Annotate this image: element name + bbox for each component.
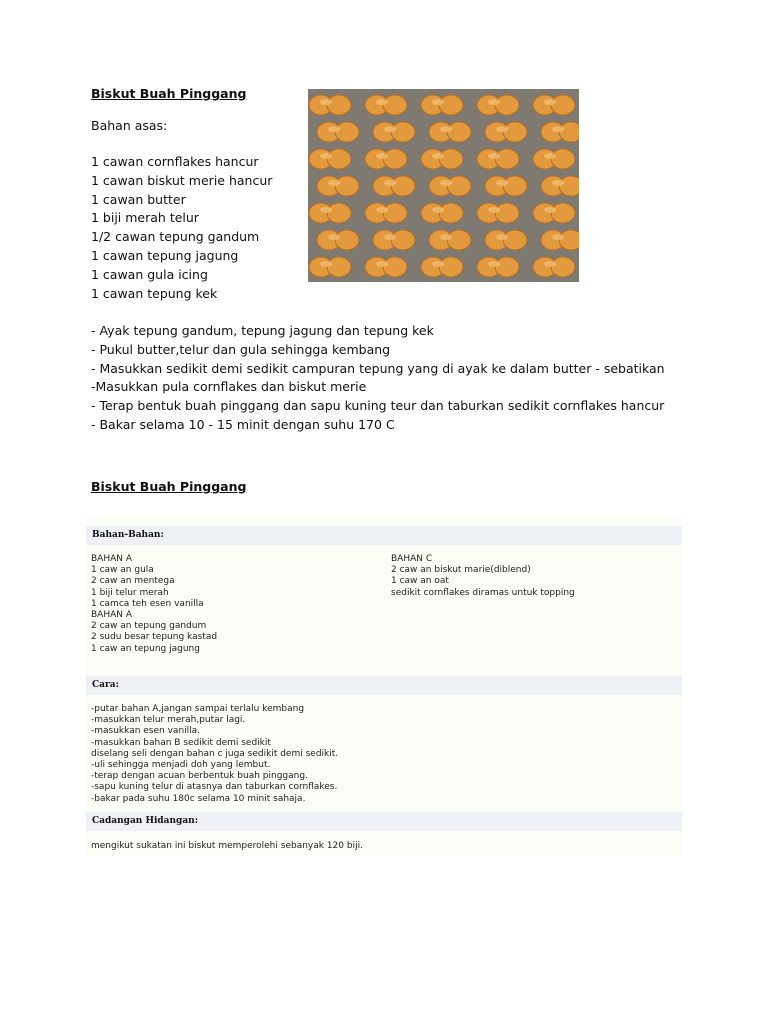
ingredient-item: 1 cawan butter	[91, 191, 186, 207]
step-item: - Terap bentuk buah pinggang dan sapu kuning teur dan taburkan sedikit cornflakes hancur	[91, 398, 665, 414]
step-item: - Ayak tepung gandum, tepung jagung dan tepung kek	[91, 323, 434, 338]
method-line: -putar bahan A,jangan sampai terlalu kembang	[91, 704, 305, 714]
cookie-shape	[533, 95, 575, 115]
method-line: -masukkan telur merah,putar lagi.	[91, 715, 246, 726]
recipe2-card	[86, 516, 682, 856]
cookie-shape	[309, 203, 351, 223]
ingredient-item: 1 cawan tepung jagung	[91, 247, 239, 263]
cookie-shape	[421, 203, 463, 223]
cookie-shape	[309, 257, 351, 277]
ingredient-line: BAHAN A	[91, 554, 133, 564]
cookie-tray-photo	[308, 89, 579, 282]
recipe1-title: Biskut Buah Pinggang	[91, 86, 247, 101]
ingredient-line: 1 camca teh esen vanilla	[91, 598, 204, 609]
ingredient-line: 2 caw an mentega	[91, 576, 175, 587]
cookie-shape	[373, 176, 415, 196]
cookie-shape	[317, 230, 359, 250]
cookie-shape	[485, 230, 527, 250]
ingredient-line: 1 caw an gula	[91, 565, 154, 576]
cookie-shape	[477, 257, 519, 277]
ingredient-line: BAHAN A	[91, 610, 133, 621]
serving-text: mengikut sukatan ini biskut memperolehi sebanyak 120 biji.	[91, 841, 363, 851]
method-line: diselang seli dengan bahan c juga sedikit demi sedikit.	[91, 748, 339, 759]
cookie-tray-image	[308, 89, 579, 282]
ingredient-line: sedikit cornflakes diramas untuk topping	[391, 587, 575, 598]
step-item: - Masukkan sedikit demi sedikit campuran tepung yang di ayak ke dalam butter - sebatikan	[91, 360, 665, 376]
cookie-shape	[485, 122, 527, 142]
cookie-shape	[533, 257, 575, 277]
cookie-shape	[485, 176, 527, 196]
method-line: -masukkan esen vanilla.	[91, 726, 201, 737]
ingredient-line: 1 caw an tepung jagung	[91, 643, 200, 654]
method-line: -bakar pada suhu 180c selama 10 minit sahaja.	[91, 793, 306, 804]
recipe1-step-list	[91, 322, 665, 435]
ingredient-line: 2 caw an biskut marie(diblend)	[391, 565, 531, 576]
ingredient-item: 1/2 cawan tepung gandum	[91, 229, 260, 245]
cookie-shape	[477, 203, 519, 223]
cookie-shape	[429, 230, 471, 250]
ingredient-line: 2 caw an tepung gandum	[91, 621, 207, 632]
cookie-shape	[429, 176, 471, 196]
cookie-shape	[317, 122, 359, 142]
cookie-shape	[541, 230, 579, 250]
step-item: - Bakar selama 10 - 15 minit dengan suhu 170 C	[91, 416, 395, 432]
step-item: - Pukul butter,telur dan gula sehingga kembang	[91, 341, 391, 357]
method-line: -masukkan bahan B sedikit demi sedikit	[91, 737, 271, 748]
cookie-shape	[477, 149, 519, 169]
method-heading: Cara:	[86, 676, 682, 695]
cookie-shape	[421, 95, 463, 115]
ingredient-item: 1 cawan gula icing	[91, 266, 208, 282]
ingredient-line: 1 biji telur merah	[91, 587, 169, 598]
ingredient-item: 1 cawan cornflakes hancur	[91, 154, 259, 169]
cookie-shape	[541, 176, 579, 196]
recipe2-title: Biskut Buah Pinggang	[91, 479, 247, 494]
method-line: -terap dengan acuan berbentuk buah pinggang.	[91, 771, 308, 782]
cookie-shape	[365, 149, 407, 169]
cookie-shape	[373, 122, 415, 142]
recipe1-ingredient-list	[91, 153, 272, 303]
cookie-shape	[309, 149, 351, 169]
ingredient-line: 1 caw an oat	[391, 576, 449, 587]
step-item: -Masukkan pula cornflakes dan biskut merie	[91, 379, 367, 395]
cookie-shape	[317, 176, 359, 196]
ingredients-heading: Bahan-Bahan:	[86, 526, 682, 545]
cookie-shape	[365, 203, 407, 223]
cookie-shape	[541, 122, 579, 142]
ingredients-column-left	[91, 554, 217, 655]
serving-heading: Cadangan Hidangan:	[86, 812, 682, 831]
cookie-shape	[309, 95, 351, 115]
cookie-shape	[373, 230, 415, 250]
cookie-shape	[429, 122, 471, 142]
ingredient-item: 1 cawan tepung kek	[91, 285, 218, 301]
ingredient-line: 2 sudu besar tepung kastad	[91, 632, 218, 643]
cookie-shape	[477, 95, 519, 115]
method-list	[91, 704, 338, 805]
ingredients-column-right	[391, 554, 575, 599]
ingredient-item: 1 cawan biskut merie hancur	[91, 172, 273, 188]
method-line: -uli sehingga menjadi doh yang lembut.	[91, 760, 271, 771]
cookie-shape	[365, 257, 407, 277]
ingredient-item: 1 biji merah telur	[91, 210, 199, 226]
cookie-shape	[421, 149, 463, 169]
recipe1-subtitle: Bahan asas:	[91, 118, 168, 133]
method-line: -sapu kuning telur di atasnya dan taburkan cornflakes.	[91, 782, 338, 793]
cookie-shape	[365, 95, 407, 115]
cookie-shape	[421, 257, 463, 277]
cookie-shape	[533, 203, 575, 223]
cookie-shape	[533, 149, 575, 169]
ingredient-line: BAHAN C	[391, 554, 433, 564]
